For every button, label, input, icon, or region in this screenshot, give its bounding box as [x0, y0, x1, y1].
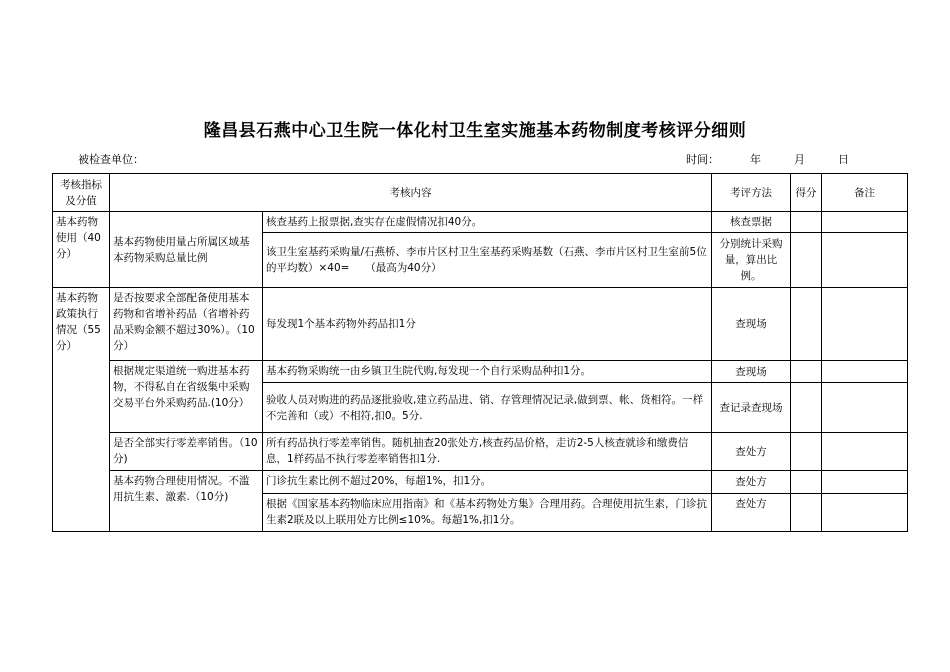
- content-cell: 核查基药上报票据,查实存在虚假情况扣40分。: [263, 212, 712, 233]
- indicator-unified-purchase: 根据规定渠道统一购进基本药物，不得私自在省级集中采购交易平台外采购药品.(10分）: [110, 361, 263, 433]
- indicator-usage-ratio: 基本药物使用量占所属区域基本药物采购总量比例: [110, 212, 263, 288]
- score-cell: [791, 433, 822, 471]
- method-cell: 查现场: [712, 361, 791, 383]
- score-cell: [791, 383, 822, 433]
- inspection-date: [686, 151, 849, 167]
- time-label: 时间：: [686, 153, 719, 166]
- score-cell: [791, 494, 822, 532]
- score-cell: [791, 233, 822, 288]
- header-method: 考评方法: [712, 174, 791, 212]
- remark-cell: [822, 361, 908, 383]
- method-cell: 查处方: [712, 494, 791, 532]
- remark-cell: [822, 212, 908, 233]
- method-cell: 核查票据: [712, 212, 791, 233]
- score-cell: [791, 361, 822, 383]
- table-row: [53, 471, 908, 494]
- category-policy-execution: 基本药物政策执行情况（55分）: [53, 288, 110, 532]
- day-label: 日: [838, 153, 849, 166]
- month-label: 月: [794, 153, 805, 166]
- content-cell: 根据《国家基本药物临床应用指南》和《基本药物处方集》合理用药。合理使用抗生素，门诊抗生素2联及以上联用处方比例≤10%。每超1%,扣1分。: [263, 494, 712, 532]
- header-score: 得分: [791, 174, 822, 212]
- year-label: 年: [750, 153, 761, 166]
- content-cell: 每发现1个基本药物外药品扣1分: [263, 288, 712, 361]
- score-cell: [791, 471, 822, 494]
- content-cell: 基本药物采购统一由乡镇卫生院代购,每发现一个自行采购品种扣1分。: [263, 361, 712, 383]
- table-row: [53, 212, 908, 233]
- table-row: [53, 361, 908, 383]
- header-row: [53, 174, 908, 212]
- score-cell: [791, 212, 822, 233]
- content-cell: 该卫生室基药采购量/石燕桥、李市片区村卫生室基药采购基数（石燕、李市片区村卫生室前5位的平均数）×40= （最高为40分）: [263, 233, 712, 288]
- remark-cell: [822, 233, 908, 288]
- method-cell: 查现场: [712, 288, 791, 361]
- method-cell: 查记录查现场: [712, 383, 791, 433]
- header-content: 考核内容: [110, 174, 712, 212]
- header-indicator: 考核指标及分值: [53, 174, 110, 212]
- content-cell: 门诊抗生素比例不超过20%，每超1%，扣1分。: [263, 471, 712, 494]
- inspected-unit-label: 被检查单位：: [78, 153, 144, 166]
- remark-cell: [822, 471, 908, 494]
- indicator-zero-markup: 是否全部实行零差率销售。（10分): [110, 433, 263, 471]
- content-cell: 验收人员对购进的药品逐批验收,建立药品进、销、存管理情况记录,做到票、帐、货相符。一样不完善和（或）不相符,扣0。5分.: [263, 383, 712, 433]
- score-cell: [791, 288, 822, 361]
- indicator-full-equipment: 是否按要求全部配备使用基本药物和省增补药品（省增补药品采购金额不超过30%）。（10分）: [110, 288, 263, 361]
- assessment-table: [52, 173, 908, 532]
- document-title: 隆昌县石燕中心卫生院一体化村卫生室实施基本药物制度考核评分细则: [203, 121, 747, 141]
- remark-cell: [822, 494, 908, 532]
- method-cell: 查处方: [712, 433, 791, 471]
- table-row: [53, 433, 908, 471]
- indicator-rational-use: 基本药物合理使用情况。不滥用抗生素、激素.（10分): [110, 471, 263, 532]
- remark-cell: [822, 433, 908, 471]
- content-cell: 所有药品执行零差率销售。随机抽查20张处方,核查药品价格，走访2-5人核查就诊和缴费信息，1样药品不执行零差率销售扣1分.: [263, 433, 712, 471]
- method-cell: 查处方: [712, 471, 791, 494]
- header-remark: 备注: [822, 174, 908, 212]
- remark-cell: [822, 383, 908, 433]
- table-row: [53, 288, 908, 361]
- remark-cell: [822, 288, 908, 361]
- category-drug-use: 基本药物使用（40分）: [53, 212, 110, 288]
- method-cell: 分别统计采购量，算出比例。: [712, 233, 791, 288]
